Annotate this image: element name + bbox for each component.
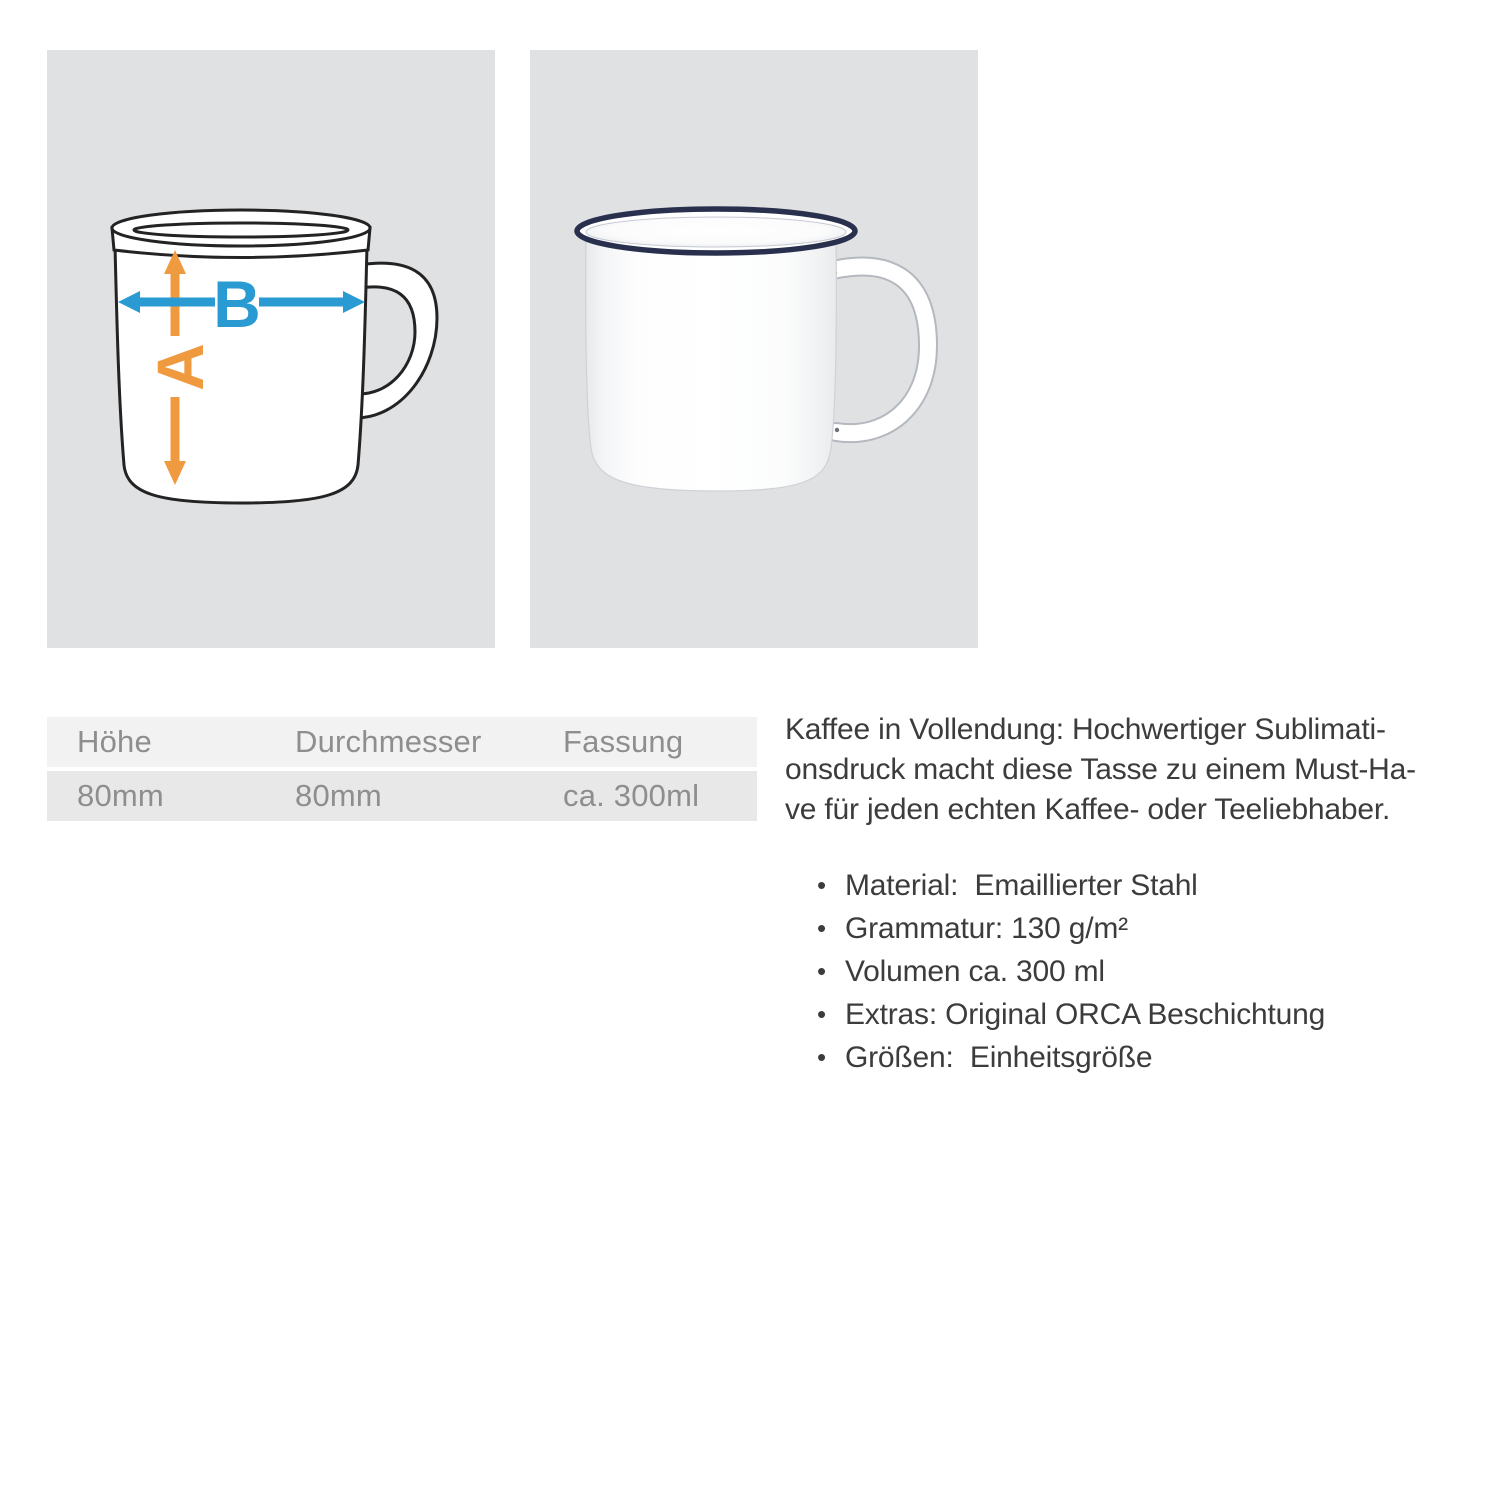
spec-table-header-row <box>47 717 757 767</box>
spec-value-durchmesser: 80mm <box>295 778 382 813</box>
description-paragraph <box>785 710 1500 830</box>
photo-mug-rim <box>577 209 855 253</box>
feature-list <box>785 864 1500 1079</box>
paragraph-line-1: Kaffee in Vollendung: Hochwertiger Sublimati- <box>785 713 1386 746</box>
spec-value-hoehe: 80mm <box>77 778 164 813</box>
height-arrow-label: A <box>143 343 217 391</box>
feature-extras: • Extras: Original ORCA Beschichtung <box>785 993 1500 1036</box>
bullet-icon: • <box>817 870 826 900</box>
diagram-mug-rim <box>112 210 370 258</box>
bullet-icon: • <box>817 1042 826 1072</box>
feature-material: • Material: Emaillierter Stahl <box>785 864 1500 907</box>
bullet-icon: • <box>817 913 826 943</box>
spec-value-fassung: ca. 300ml <box>563 778 700 813</box>
paragraph-line-2: onsdruck macht diese Tasse zu einem Must-Ha- <box>785 753 1416 786</box>
mug-product-photo-panel <box>530 50 978 648</box>
diameter-arrow-label: B <box>213 267 261 341</box>
spec-col-fassung: Fassung <box>563 724 684 759</box>
paragraph-line-3: ve für jeden echten Kaffee- oder Teeliebhaber. <box>785 793 1391 826</box>
mug-product-photo <box>530 50 978 648</box>
bullet-icon: • <box>817 999 826 1029</box>
feature-volumen: • Volumen ca. 300 ml <box>785 950 1500 993</box>
bullet-icon: • <box>817 956 826 986</box>
product-description <box>785 710 1500 1079</box>
mug-dimensions-diagram <box>47 50 495 648</box>
feature-grammatur: • Grammatur: 130 g/m² <box>785 907 1500 950</box>
spec-col-durchmesser: Durchmesser <box>295 724 482 759</box>
photo-mug-handle <box>833 267 928 434</box>
spec-col-hoehe: Höhe <box>77 724 152 759</box>
mug-dimensions-diagram-panel <box>47 50 495 648</box>
spec-table <box>47 717 757 821</box>
photo-mug-body <box>586 230 837 491</box>
feature-groessen: • Größen: Einheitsgröße <box>785 1036 1500 1079</box>
spec-table-value-row <box>47 771 757 821</box>
